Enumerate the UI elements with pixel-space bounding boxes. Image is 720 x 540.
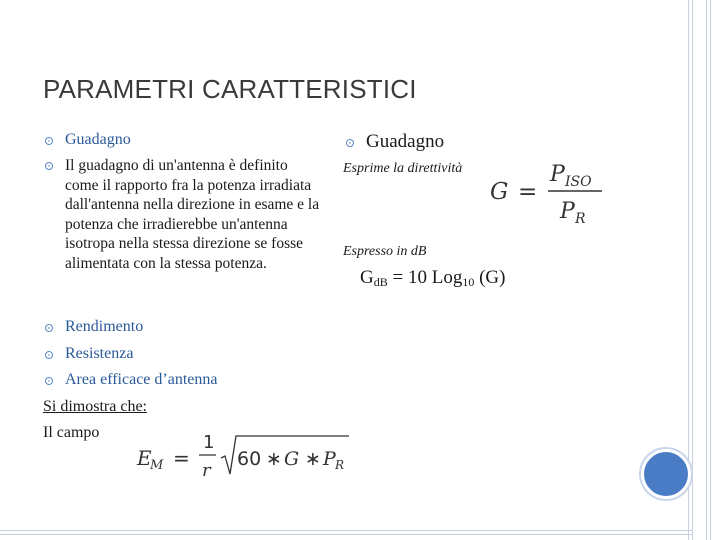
bullet-icon	[45, 351, 53, 359]
formula-lhs: E	[137, 446, 152, 470]
formula-p: P	[323, 448, 336, 470]
decorative-circle	[641, 449, 691, 499]
demo-label: Si dimostra che:	[43, 398, 147, 415]
gdb-log-sub: 10	[462, 275, 475, 289]
field-label: Il campo	[43, 424, 100, 441]
gain-formula	[488, 156, 608, 230]
db-label: Espresso in dB	[343, 244, 427, 259]
bullet-icon	[45, 377, 53, 385]
svg-text:=: =	[173, 446, 190, 470]
gain-definition: Il guadagno di un'antenna è definito come il rapporto fra la potenza irradiata dall'antenna nella direzione in esame e la potenza che irradierebbe un'antenna isotropa nella stessa direzione se fosse alimentata con la stessa potenza.	[65, 157, 320, 272]
svg-text:∗: ∗	[305, 448, 321, 470]
formula-den: r	[202, 460, 211, 481]
right-heading: Guadagno	[366, 131, 445, 152]
gdb-g: G	[360, 267, 374, 288]
list-item-guadagno: Guadagno	[65, 131, 131, 148]
frame-line	[710, 0, 711, 540]
field-formula	[135, 428, 355, 488]
slide-title: PARAMETRI CARATTERISTICI	[43, 74, 417, 104]
frame-line	[688, 0, 689, 540]
list-item-rendimento: Rendimento	[65, 318, 144, 335]
directivity-label: Esprime la direttività	[343, 161, 463, 176]
gdb-rest: = 10 Log	[387, 267, 463, 288]
gain-formula-den-sub: R	[575, 211, 586, 227]
bullet-icon	[45, 324, 53, 332]
frame-line	[706, 0, 707, 540]
gain-formula-num-sub: ISO	[565, 174, 592, 190]
bullet-icon	[346, 139, 354, 147]
list-item-resistenza: Resistenza	[65, 345, 134, 362]
gain-db-formula	[360, 267, 505, 290]
formula-lhs-sub: M	[150, 458, 164, 473]
frame-line	[692, 0, 693, 540]
bullet-icon	[45, 137, 53, 145]
svg-text:∗: ∗	[266, 448, 282, 470]
list-item-area-efficace: Area efficace d’antenna	[65, 371, 218, 388]
gain-formula-num: P	[550, 162, 565, 187]
gain-formula-lhs: G	[490, 179, 509, 205]
formula-const: 60	[237, 448, 262, 470]
frame-line	[0, 534, 692, 535]
gain-formula-den: P	[560, 199, 575, 224]
formula-p-sub: R	[335, 458, 345, 472]
frame-line	[0, 530, 692, 531]
bullet-icon	[45, 162, 53, 170]
svg-text:=: =	[518, 179, 538, 205]
gdb-arg: (G)	[474, 267, 506, 288]
formula-g: G	[284, 448, 300, 470]
gdb-g-sub: dB	[373, 275, 388, 289]
formula-num: 1	[203, 432, 215, 453]
